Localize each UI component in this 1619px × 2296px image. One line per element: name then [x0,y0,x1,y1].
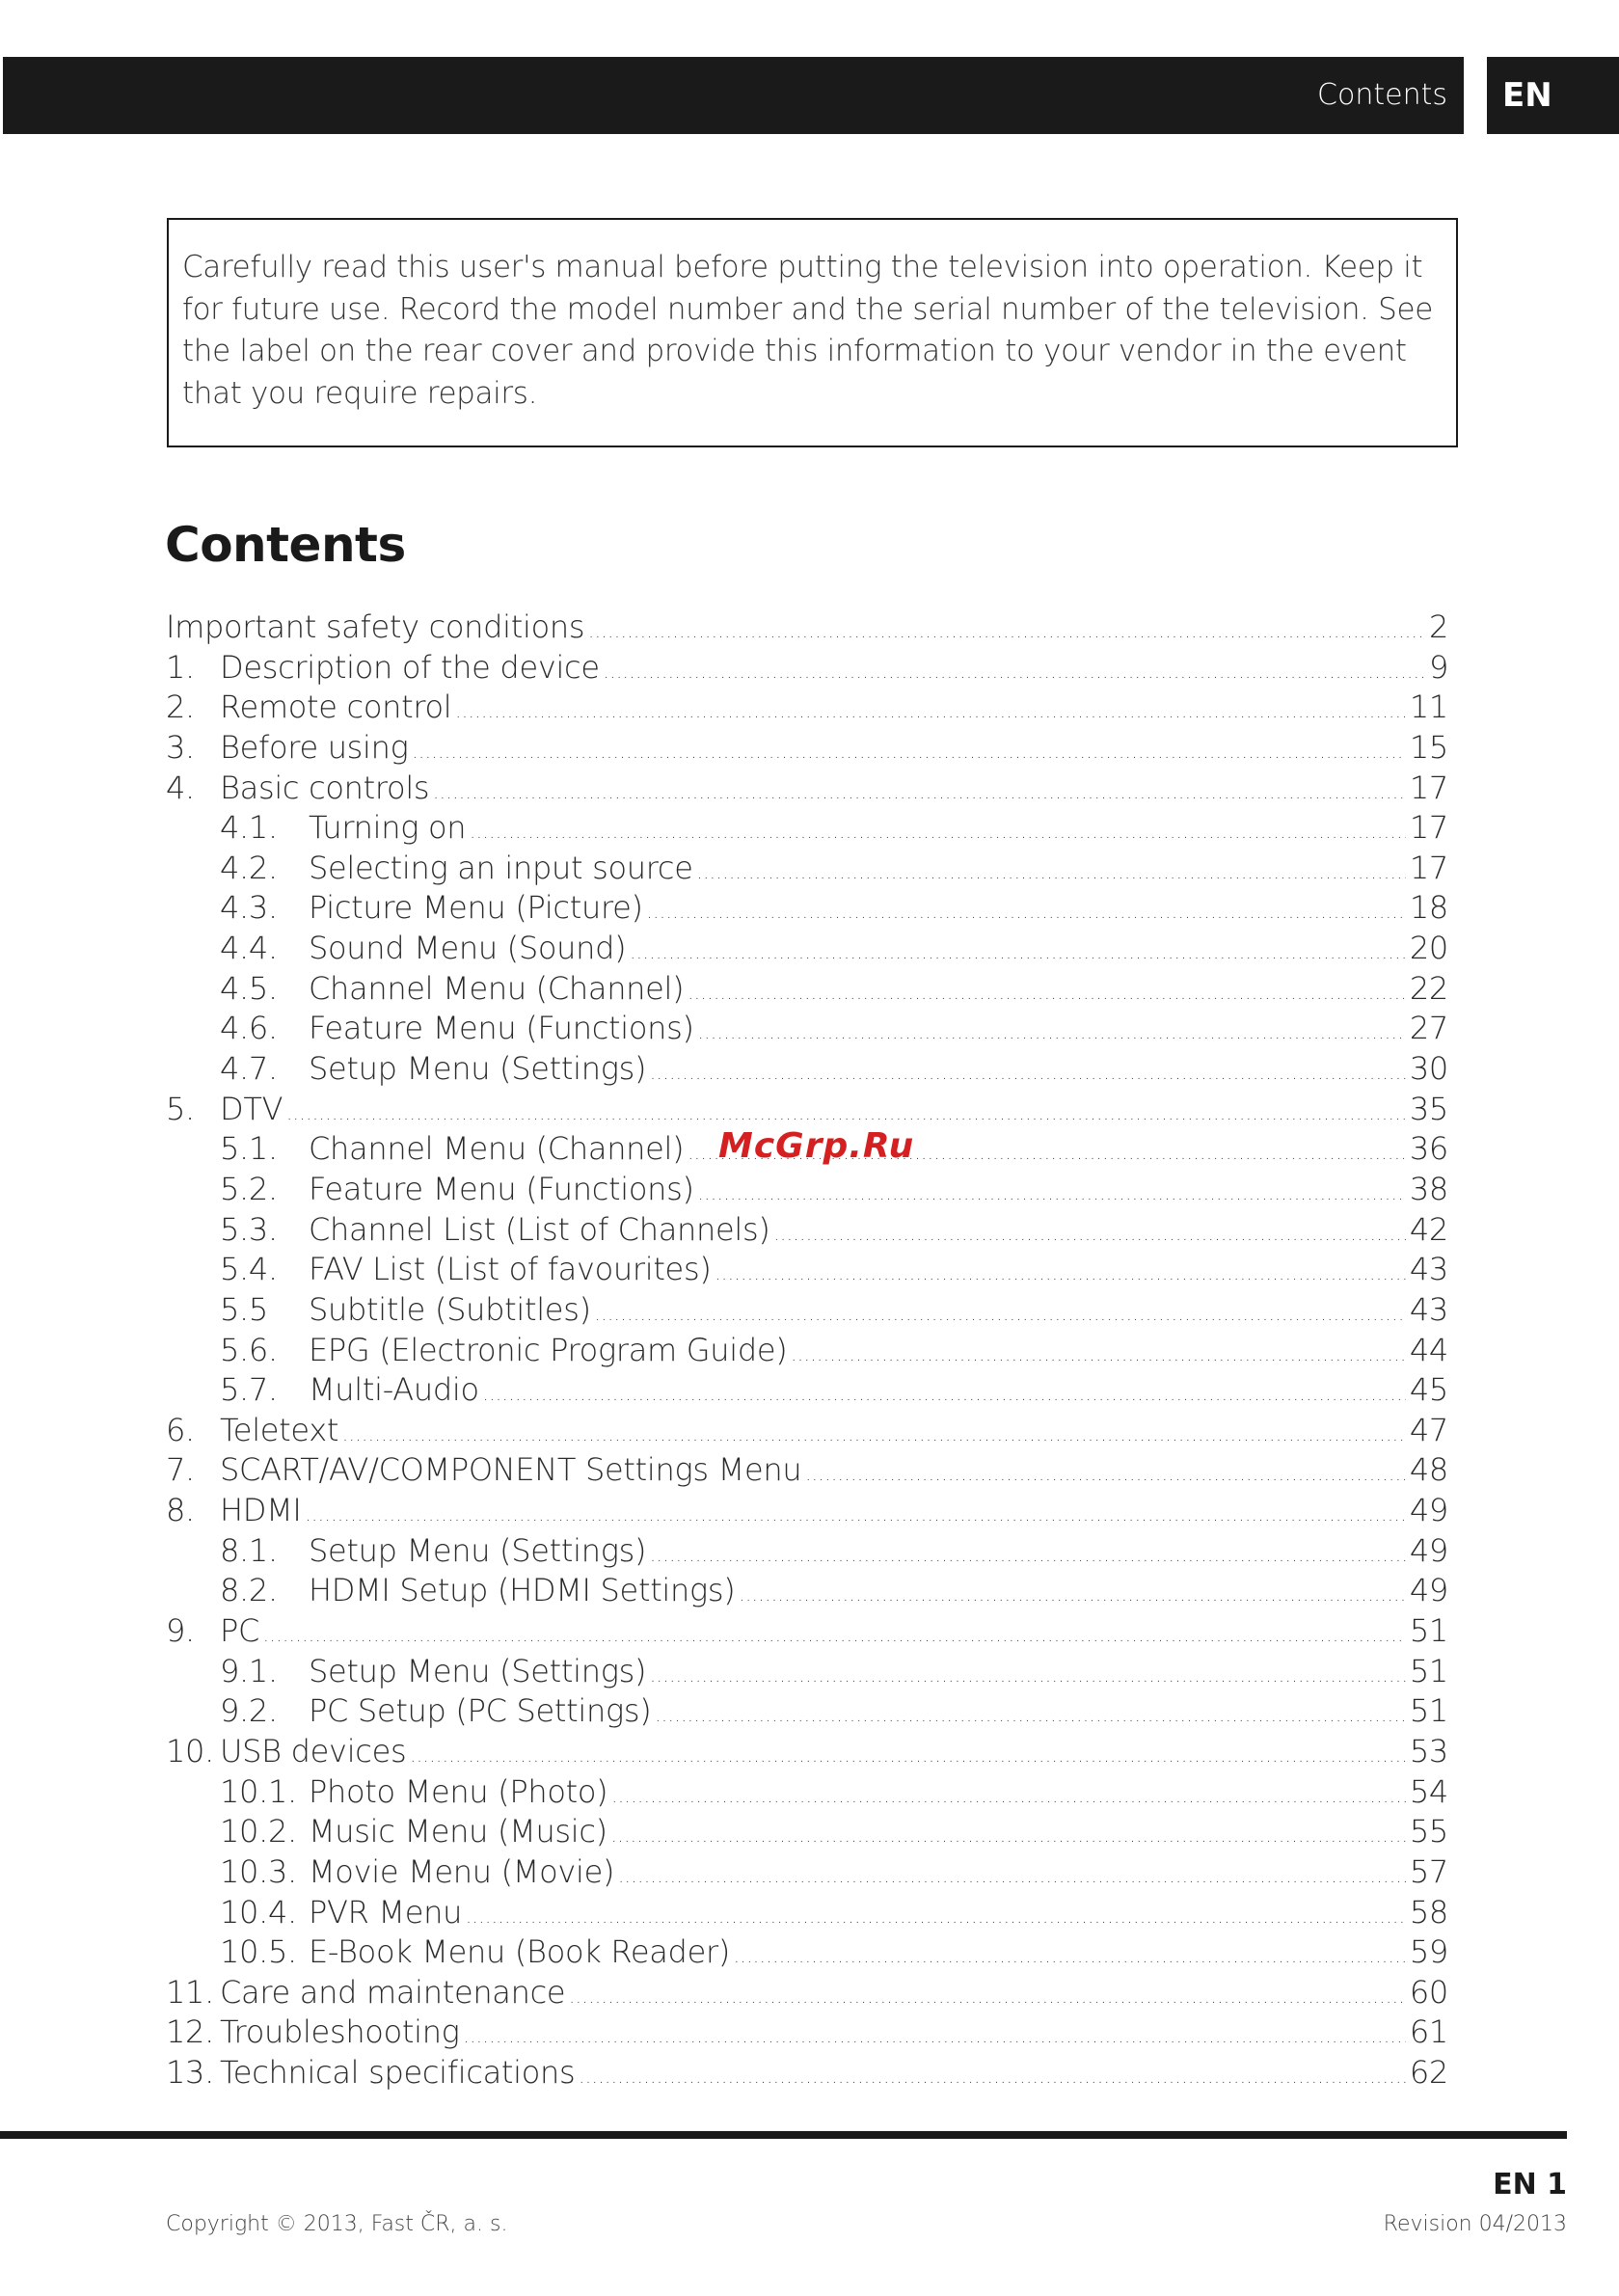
toc-entry-label: PC Setup (PC Settings) [309,1692,652,1730]
toc-entry-number: 11. [166,1973,214,2011]
toc-leader-dots [483,1375,1406,1416]
toc-entry[interactable] [166,728,1448,769]
toc-entry-page: 44 [1409,1331,1448,1368]
toc-entry-page: 22 [1409,969,1448,1007]
toc-entry-number: 4.7. [220,1050,278,1088]
toc-leader-dots [805,1455,1406,1496]
toc-entry-label: Care and maintenance [220,1973,566,2011]
toc-entry-label: HDMI [220,1492,302,1529]
toc-entry-page: 11 [1409,689,1448,726]
toc-entry-label: Turning on [309,809,467,847]
toc-entry-number: 4.1. [220,809,278,847]
revision: Revision 04/2013 [1383,2212,1567,2236]
toc-leader-dots [618,1857,1406,1898]
toc-entry-label: Setup Menu (Settings) [309,1050,647,1088]
toc-entry-page: 45 [1409,1371,1448,1409]
toc-entry-label: Description of the device [220,648,600,686]
toc-entry-number: 6. [166,1411,195,1448]
toc-entry-number: 5.5 [220,1290,268,1328]
toc-entry-number: 9. [166,1612,195,1650]
toc-entry-label: Channel Menu (Channel) [309,969,685,1007]
toc-entry[interactable] [166,1973,1448,2013]
toc-leader-dots [611,1777,1406,1818]
footer-divider [0,2131,1567,2139]
toc-entry-number: 13. [166,2054,214,2092]
toc-entry[interactable] [166,688,1448,728]
toc-leader-dots [688,974,1406,1014]
notice-box: Carefully read this user's manual before putting the television into operation. Keep it for future use. Record the model number and the serial number of the television. See the label on the rear cover and provide this information to your vendor in the event that you require repairs. [167,218,1458,447]
toc-entry[interactable] [166,769,1448,809]
toc-entry-label: Before using [220,728,409,766]
toc-leader-dots [698,1013,1406,1054]
toc-entry-label: Feature Menu (Functions) [309,1010,694,1047]
toc-leader-dots [410,1737,1406,1777]
toc-entry-label: PC [220,1612,260,1650]
language-badge: EN [1487,57,1619,134]
toc-entry-label: EPG (Electronic Program Guide) [309,1331,788,1368]
toc-leader-dots [455,692,1406,733]
toc-entry-number: 10.1. [220,1772,297,1810]
toc-entry[interactable] [166,1932,1448,1973]
toc-entry[interactable] [166,648,1448,689]
toc-entry[interactable] [166,1531,1448,1572]
contents-heading: Contents [165,517,406,573]
toc-entry-page: 15 [1409,728,1448,766]
toc-leader-dots [263,1616,1406,1657]
toc-entry-label: HDMI Setup (HDMI Settings) [309,1572,736,1609]
toc-entry-number: 10. [166,1732,214,1769]
toc-entry-page: 18 [1409,889,1448,927]
section-title: Contents [1317,78,1447,112]
toc-entry-number: 4. [166,769,195,806]
toc-entry-label: Subtitle (Subtitles) [309,1290,591,1328]
toc-leader-dots [569,1978,1406,2018]
toc-entry[interactable] [166,1571,1448,1611]
toc-entry[interactable] [166,1049,1448,1090]
toc-leader-dots [466,1898,1406,1938]
toc-entry[interactable] [166,1732,1448,1772]
toc-entry-page: 51 [1409,1652,1448,1689]
copyright: Copyright © 2013, Fast ČR, a. s. [166,2212,508,2236]
toc-leader-dots [739,1576,1405,1616]
toc-entry-page: 20 [1409,930,1448,967]
toc-entry-number: 12. [166,2013,214,2051]
toc-entry[interactable] [166,1893,1448,1933]
toc-entry[interactable] [166,1450,1448,1491]
toc-entry-page: 49 [1409,1531,1448,1569]
toc-entry-page: 60 [1409,1973,1448,2011]
toc-entry[interactable] [166,1772,1448,1813]
toc-leader-dots [413,733,1406,773]
toc-entry-page: 17 [1409,849,1448,886]
toc-entry-number: 4.6. [220,1010,278,1047]
toc-leader-dots [630,933,1406,974]
toc-entry-page: 57 [1409,1852,1448,1890]
toc-entry-page: 59 [1409,1933,1448,1971]
toc-leader-dots [464,2017,1406,2058]
toc-entry-label: PVR Menu [309,1893,463,1931]
toc-leader-dots [697,853,1406,894]
toc-entry[interactable] [166,1210,1448,1251]
toc-entry-page: 17 [1409,769,1448,806]
toc-entry-number: 5.7. [220,1371,278,1409]
toc-leader-dots [306,1496,1406,1536]
toc-entry[interactable] [166,1170,1448,1210]
toc-entry-number: 10.2. [220,1813,297,1850]
toc-leader-dots [647,893,1406,933]
toc-entry-number: 3. [166,728,195,766]
toc-entry-page: 53 [1409,1732,1448,1769]
toc-leader-dots [595,1295,1406,1336]
toc-entry-page: 51 [1409,1612,1448,1650]
toc-entry-label: Multi-Audio [309,1371,479,1409]
toc-entry-page: 42 [1409,1210,1448,1248]
toc-entry[interactable] [166,1411,1448,1451]
toc-leader-dots [579,2058,1405,2098]
toc-entry[interactable] [166,1611,1448,1652]
toc-entry-page: 58 [1409,1893,1448,1931]
toc-entry-label: Teletext [220,1411,339,1448]
table-of-contents [166,608,1448,2093]
toc-entry[interactable] [166,1290,1448,1331]
toc-entry-page: 43 [1409,1251,1448,1288]
toc-entry-page: 43 [1409,1290,1448,1328]
toc-entry-label: Channel Menu (Channel) [309,1130,685,1168]
toc-entry-label: Picture Menu (Picture) [309,889,643,927]
toc-entry-number: 9.2. [220,1692,278,1730]
toc-entry-page: 49 [1409,1492,1448,1529]
toc-leader-dots [734,1937,1406,1978]
toc-entry[interactable] [166,1491,1448,1531]
toc-entry[interactable] [166,1090,1448,1130]
toc-leader-dots [715,1255,1406,1295]
toc-leader-dots [588,612,1425,653]
toc-entry[interactable] [166,1691,1448,1732]
toc-entry-label: Selecting an input source [309,849,693,886]
toc-entry-label: Music Menu (Music) [309,1813,607,1850]
toc-entry-number: 7. [166,1451,195,1489]
toc-entry[interactable] [166,2053,1448,2093]
toc-entry[interactable] [166,1250,1448,1290]
toc-entry-number: 5.6. [220,1331,278,1368]
toc-leader-dots [604,653,1425,693]
toc-entry-page: 61 [1409,2013,1448,2051]
toc-entry-label: FAV List (List of favourites) [309,1251,712,1288]
toc-entry-page: 48 [1409,1451,1448,1489]
toc-entry-number: 5. [166,1090,195,1127]
toc-entry-number: 8.1. [220,1531,278,1569]
toc-entry-number: 10.3. [220,1852,297,1890]
toc-entry-page: 55 [1409,1813,1448,1850]
toc-entry[interactable] [166,1331,1448,1371]
toc-entry-label: Basic controls [220,769,430,806]
toc-entry[interactable] [166,1652,1448,1692]
toc-entry-label: DTV [220,1090,283,1127]
toc-entry-label: Remote control [220,689,452,726]
watermark: McGrp.Ru [718,1126,915,1166]
toc-entry-page: 47 [1409,1411,1448,1448]
toc-entry-label: USB devices [220,1732,407,1769]
toc-entry-label: Setup Menu (Settings) [309,1531,647,1569]
toc-entry-label: Sound Menu (Sound) [309,930,627,967]
toc-entry-page: 62 [1409,2054,1448,2092]
toc-entry[interactable] [166,929,1448,969]
toc-leader-dots [342,1416,1406,1456]
toc-entry-label: Setup Menu (Settings) [309,1652,647,1689]
toc-entry-number: 4.5. [220,969,278,1007]
toc-entry-number: 1. [166,648,195,686]
toc-entry-page: 30 [1409,1050,1448,1088]
toc-leader-dots [791,1336,1405,1376]
toc-entry[interactable] [166,1009,1448,1049]
toc-entry-page: 54 [1409,1772,1448,1810]
toc-entry-label: Troubleshooting [220,2013,460,2051]
toc-entry-number: 4.4. [220,930,278,967]
toc-entry-number: 5.4. [220,1251,278,1288]
toc-entry-page: 36 [1409,1130,1448,1168]
toc-entry-label: Important safety conditions [166,608,585,645]
toc-leader-dots [650,1054,1406,1094]
toc-entry[interactable] [166,1812,1448,1852]
toc-entry-label: Photo Menu (Photo) [309,1772,608,1810]
header-bar [3,57,1464,134]
toc-entry-page: 51 [1409,1692,1448,1730]
toc-entry-label: Technical specifications [220,2054,576,2092]
toc-entry-number: 9.1. [220,1652,278,1689]
toc-entry[interactable] [166,969,1448,1010]
toc-entry[interactable] [166,849,1448,889]
toc-entry-number: 8. [166,1492,195,1529]
toc-entry[interactable] [166,608,1448,648]
toc-leader-dots [650,1657,1406,1697]
toc-entry-number: 5.1. [220,1130,278,1168]
toc-entry[interactable] [166,808,1448,849]
toc-entry-number: 4.2. [220,849,278,886]
toc-leader-dots [611,1817,1406,1857]
toc-entry-page: 9 [1428,648,1448,686]
toc-entry-number: 5.3. [220,1210,278,1248]
toc-entry-label: E-Book Menu (Book Reader) [309,1933,731,1971]
toc-entry-number: 4.3. [220,889,278,927]
toc-entry-page: 35 [1409,1090,1448,1127]
toc-entry-page: 2 [1428,608,1448,645]
toc-entry-page: 49 [1409,1572,1448,1609]
toc-entry-page: 27 [1409,1010,1448,1047]
toc-leader-dots [433,773,1406,814]
toc-leader-dots [470,813,1406,853]
toc-entry-number: 2. [166,689,195,726]
toc-entry-page: 17 [1409,809,1448,847]
toc-entry-number: 5.2. [220,1170,278,1207]
toc-leader-dots [655,1696,1405,1737]
toc-leader-dots [774,1215,1406,1256]
toc-entry-label: SCART/AV/COMPONENT Settings Menu [220,1451,802,1489]
toc-entry[interactable] [166,1852,1448,1893]
toc-leader-dots [650,1536,1406,1577]
toc-entry-label: Feature Menu (Functions) [309,1170,694,1207]
toc-leader-dots [698,1175,1406,1215]
toc-entry[interactable] [166,888,1448,929]
toc-entry-number: 10.5. [220,1933,297,1971]
toc-entry-number: 8.2. [220,1572,278,1609]
toc-entry-label: Movie Menu (Movie) [309,1852,615,1890]
toc-entry-number: 10.4. [220,1893,297,1931]
toc-entry-page: 38 [1409,1170,1448,1207]
toc-entry-label: Channel List (List of Channels) [309,1210,770,1248]
toc-entry[interactable] [166,2012,1448,2053]
toc-entry[interactable] [166,1370,1448,1411]
page-number: EN 1 [1493,2168,1567,2201]
